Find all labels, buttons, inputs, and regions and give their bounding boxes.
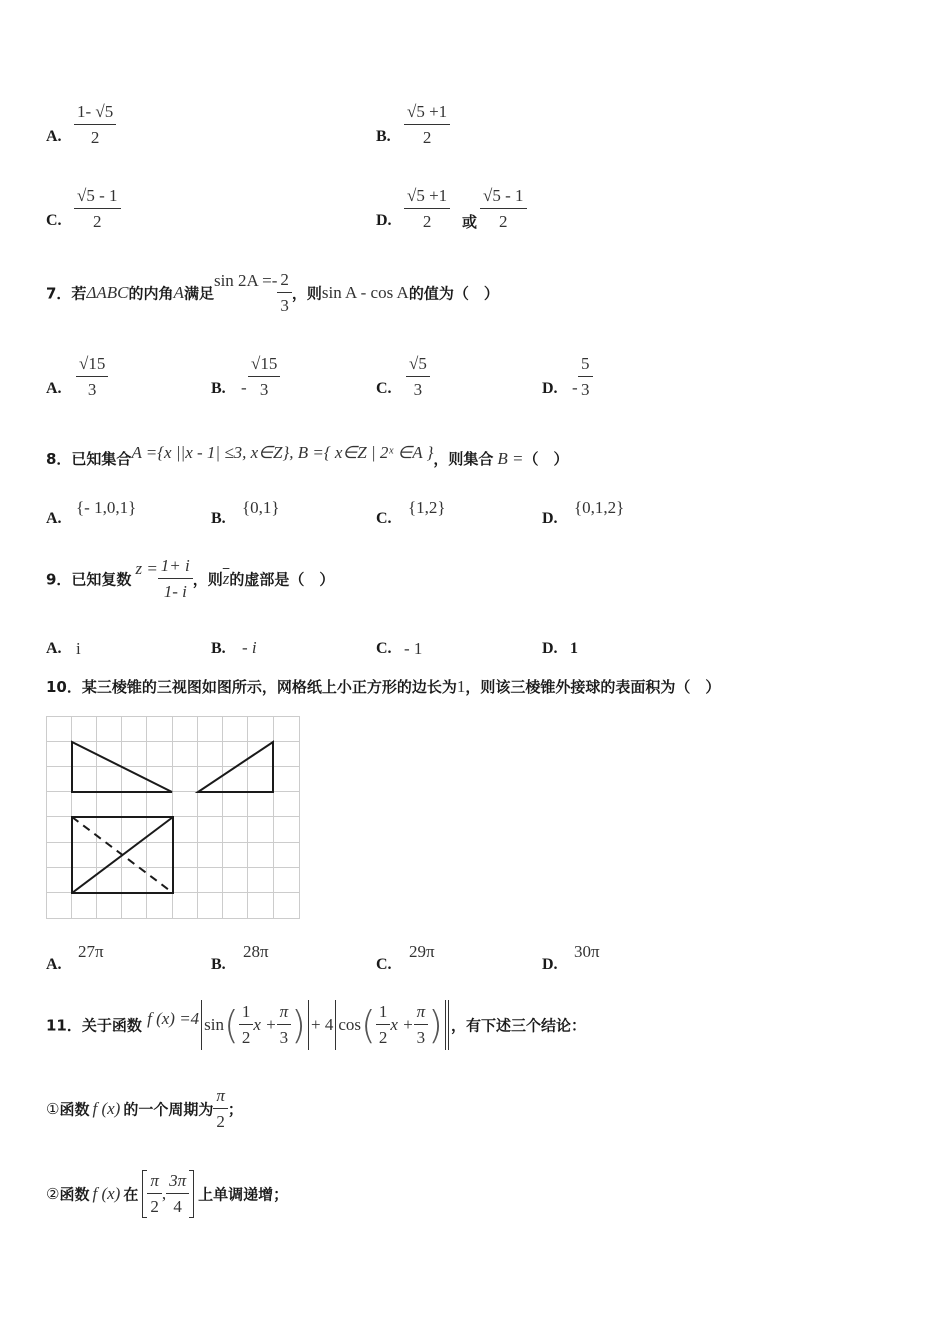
- option-label: B.: [376, 128, 391, 145]
- option-label: B.: [211, 510, 226, 527]
- fraction-complex: $\frac{1+ i}{1- i}$: [158, 556, 193, 602]
- option-label: C.: [376, 380, 392, 397]
- option-label: D.: [542, 380, 558, 397]
- option-label: C.: [46, 212, 62, 229]
- option-label: B.: [211, 956, 226, 973]
- option-value: 1: [570, 640, 578, 657]
- option-label: C.: [376, 640, 392, 657]
- question-10: 10．某三棱锥的三视图如图所示，网格纸上小正方形的边长为1，则该三棱锥外接球的表面积为（ ）: [46, 677, 721, 696]
- option-label: B.: [211, 380, 226, 397]
- statement-1: ①函数 f (x) 的一个周期为 $\frac{\pi}{2}$ ；: [46, 1086, 243, 1131]
- option-value: - i: [242, 638, 257, 657]
- option-value: i: [76, 639, 81, 658]
- option-value: {0,1,2}: [574, 498, 625, 517]
- option-label: D.: [542, 640, 558, 657]
- question-7: 7．若ΔABC的内角A满足sin 2A =- $\frac{2}{3}$ ，则sin A - cos A的值为（ ）: [46, 270, 499, 315]
- option-label: A.: [46, 956, 62, 973]
- option-label: A.: [46, 510, 62, 527]
- period-fraction: $\frac{\pi}{2}$: [213, 1086, 228, 1132]
- option-value: - 1: [404, 639, 423, 658]
- option-fraction: $\frac{√15}{3}$: [76, 354, 108, 400]
- option-fraction: $\frac{√5}{3}$: [406, 354, 430, 400]
- set-a-definition: A ={x ||x - 1| ≤3, x∈Z}, B =: [131, 443, 324, 462]
- option-label: B.: [211, 640, 226, 657]
- question-8: 8．已知集合A ={x ||x - 1| ≤3, x∈Z}, B ={ x∈Z | 2ˣ ∈A }，则集合 B =（ ）: [46, 443, 569, 468]
- fraction-2-3: $\frac{2}{3}$: [277, 270, 292, 316]
- option-label: A.: [46, 380, 62, 397]
- option-fraction: $\frac{√15}{3}$: [248, 354, 280, 400]
- z-conjugate: $\overline{z}$: [222, 569, 230, 588]
- option-value: {0,1}: [242, 498, 280, 517]
- option-label: C.: [376, 956, 392, 973]
- option-label: D.: [376, 212, 392, 229]
- option-label: A.: [46, 640, 62, 657]
- option-value: {- 1,0,1}: [76, 498, 137, 517]
- option-value: 27π: [78, 942, 104, 961]
- option-fraction: $\frac{√5 +1}{2}$: [404, 102, 450, 148]
- function-f: f (x) =4: [147, 1009, 200, 1028]
- option-fraction-1: $\frac{√5 +1}{2}$: [404, 186, 450, 232]
- option-value: 28π: [243, 942, 269, 961]
- option-label: C.: [376, 510, 392, 527]
- option-value: {1,2}: [408, 498, 446, 517]
- statement-2: ②函数 f (x) 在 $\frac{\pi}{2}$ , $\frac{3\pi}{4}$ 上单调递增；: [46, 1171, 289, 1216]
- question-9: 9．已知复数z = $\frac{1+ i}{1- i}$ ，则$\overline{z}$的虚部是（ ）: [46, 556, 335, 601]
- option-value: 29π: [409, 942, 435, 961]
- option-value: 30π: [574, 942, 600, 961]
- or-text: 或: [462, 213, 478, 231]
- option-fraction: $\frac{√5 - 1}{2}$: [74, 186, 121, 232]
- option-fraction-2: $\frac{√5 - 1}{2}$: [480, 186, 527, 232]
- three-view-diagram: [46, 716, 300, 919]
- sin2a-equation: sin 2A =-: [213, 271, 278, 290]
- triangle-abc: ΔABC: [86, 283, 129, 302]
- option-fraction: $\frac{5}{3}$: [578, 354, 593, 400]
- option-label: D.: [542, 510, 558, 527]
- option-fraction: $\frac{1- √5}{2}$: [74, 102, 116, 148]
- option-label: A.: [46, 128, 62, 145]
- sin-minus-cos: sin A - cos A: [321, 283, 409, 302]
- option-label: D.: [542, 956, 558, 973]
- question-11: 11．关于函数 f (x) =4 sin( $\frac{1}{2}$ x + $\frac{\pi}{3}$ ) + 4 cos( $\frac{1}{2}$ x + $\frac{\pi}{3}$ ) ，有下述三个结论：: [46, 1000, 586, 1054]
- set-b-definition: { x∈Z | 2ˣ ∈A }: [323, 443, 434, 462]
